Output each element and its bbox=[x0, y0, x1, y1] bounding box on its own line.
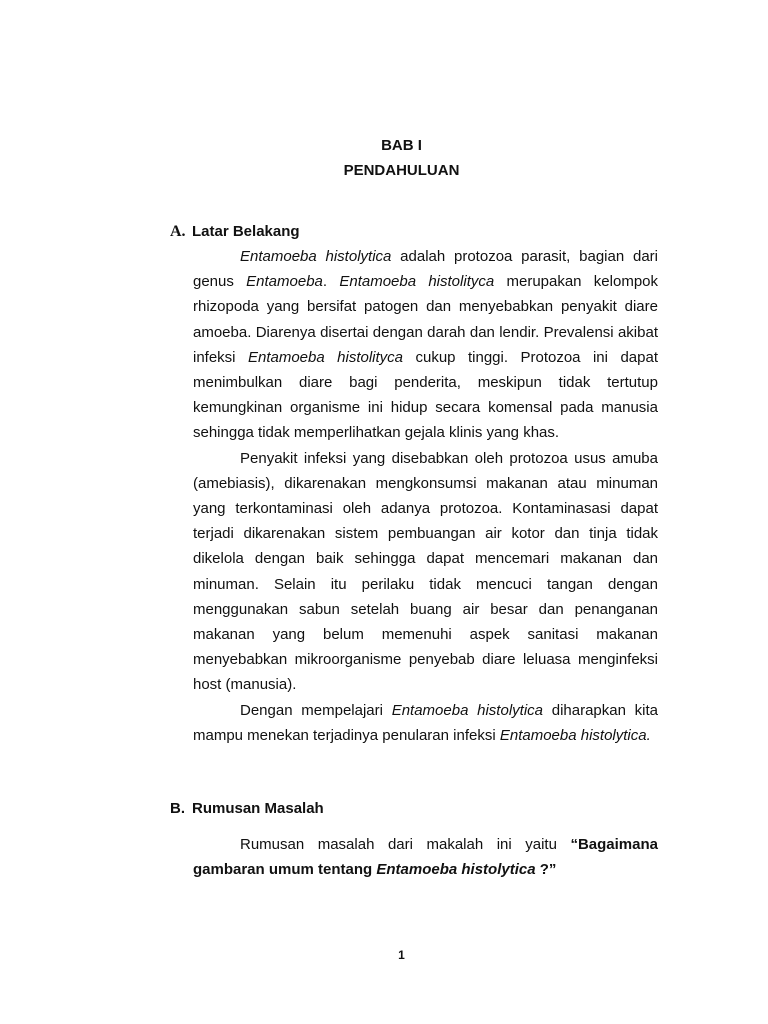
section-b-marker: B. bbox=[170, 800, 185, 817]
section-a-heading bbox=[170, 223, 300, 241]
species-name: Entamoeba histolytica bbox=[240, 248, 392, 265]
section-a-marker: A. bbox=[170, 223, 186, 240]
species-name: Entamoeba histolytica bbox=[391, 701, 543, 719]
text-run: diharapkan kita mampu menekan terjadinya penularan infeksi bbox=[193, 701, 659, 744]
text-run: Dengan mempelajari bbox=[240, 701, 392, 719]
text-run: adalah protozoa parasit, bagian dari genus bbox=[193, 248, 658, 291]
species-name: Entamoeba histolityca bbox=[247, 348, 404, 366]
section-b-body bbox=[193, 832, 658, 882]
text-run: Rumusan masalah dari makalah ini yaitu bbox=[240, 836, 571, 853]
question-bold: “Bagaimana gambaran umum tentang bbox=[193, 836, 658, 879]
question-bold: ?” bbox=[535, 861, 557, 879]
paragraph-2: Penyakit infeksi yang disebabkan oleh protozoa usus amuba (amebiasis), dikarenakan mengkonsumsi makanan atau minuman yang terkontaminasi oleh adanya protozoa. Kontaminasasi dapat terjadi dikarenakan sistem pembuangan air kotor dan tinja tidak dikelola dengan baik sehingga dapat mencemari makanan dan minuman. Selain itu perilaku tidak mencuci tangan dengan menggunakan sabun setelah buang air besar dan penanganan makanan yang belum memenuhi aspek sanitasi makanan menyebabkan mikroorganisme penyebab diare leluasa menginfeksi host (manusia). bbox=[193, 449, 658, 694]
chapter-number: BAB I bbox=[381, 137, 422, 154]
paragraph-4 bbox=[193, 832, 658, 882]
paragraph-3 bbox=[193, 698, 658, 748]
section-b-heading bbox=[170, 800, 324, 817]
text-run: merupakan kelompok rhizopoda yang bersifat patogen dan menyebabkan penyakit diare amoeba. Diarenya disertai dengan darah dan lendir. Prevalensi akibat infeksi bbox=[193, 273, 658, 366]
section-a-body bbox=[193, 244, 658, 748]
section-a-title: Latar Belakang bbox=[192, 223, 300, 240]
page-number: 1 bbox=[398, 948, 405, 962]
section-b-title: Rumusan Masalah bbox=[192, 800, 324, 817]
text-run: . bbox=[322, 273, 340, 291]
species-name: Entamoeba histolytica bbox=[376, 861, 536, 879]
paragraph-1 bbox=[193, 244, 658, 446]
species-name: Entamoeba histolytica. bbox=[499, 726, 651, 744]
chapter-title: PENDAHULUAN bbox=[343, 162, 460, 179]
species-name: Entamoeba histolityca bbox=[339, 273, 495, 291]
genus-name: Entamoeba bbox=[246, 273, 323, 291]
text-run: cukup tinggi. Protozoa ini dapat menimbulkan diare bagi penderita, meskipun tidak tertutup kemungkinan organisme ini hidup secara komensal pada manusia sehingga tidak memperlihatkan gejala klinis yang khas. bbox=[193, 348, 658, 442]
